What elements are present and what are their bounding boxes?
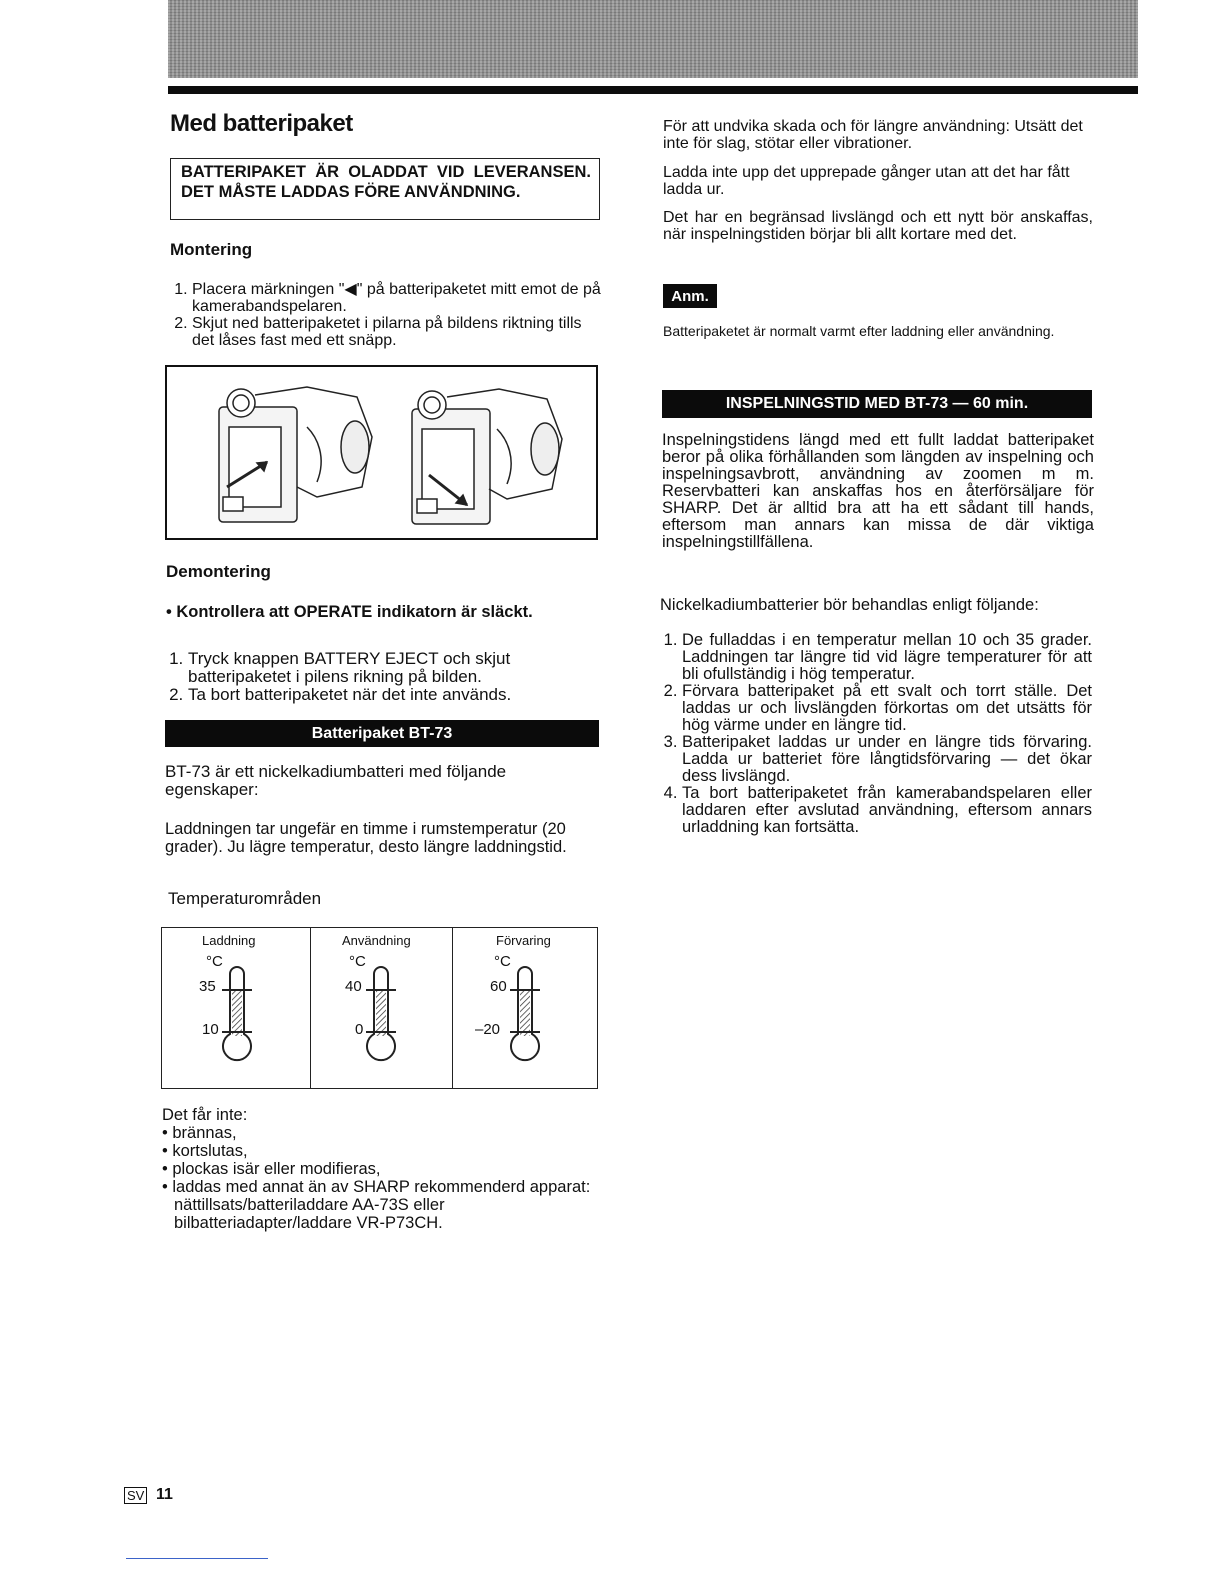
nicad-intro: Nickelkadiumbatterier bör behandlas enligt följande: [660,596,1039,614]
temperature-table [161,927,598,1089]
anm-tag: Anm. [663,284,717,308]
demontering-heading: Demontering [166,562,271,581]
temp-high: 60 [490,978,507,995]
nicad-step: 2. Förvara batteripaket på ett svalt och torrt ställe. Det laddas ur och livslängden förkortas om det utsätts för hög värme under en längre tid. [682,683,1092,734]
temp-high: 40 [345,978,362,995]
dont-item: • laddas med annat än av SHARP rekommenderd apparat: nättillsats/batteriladdare AA-73S eller bilbatteriadapter/laddare VR-P73CH. [162,1178,591,1232]
charge-text: Laddningen tar ungefär en timme i rumstemperatur (20 grader). Ju lägre temperatur, desto längre laddningstid. [165,820,567,856]
dont-item: • kortslutas, [162,1142,248,1160]
thermometer-icon [366,967,396,1060]
dont-heading: Det får inte: [162,1106,248,1124]
bt73-intro: BT-73 är ett nickelkadiumbatteri med följande egenskaper: [165,762,507,799]
rec-time-bar: INSPELNINGSTID MED BT-73 — 60 min. [662,390,1092,418]
header-rule [168,86,1138,94]
montering-step: 1. Placera märkningen "◀" på batteripaketet mitt emot de på kamerabandspelaren. [192,281,602,315]
nicad-step: 3. Batteripaket laddas ur under en längre tids förvaring. Ladda ur batteriet före långtidsförvaring — det ökar dess livslängd. [682,734,1092,785]
nicad-steps [660,632,1092,836]
temp-label-anvandning: Användning [342,933,411,948]
demontering-note: • Kontrollera att OPERATE indikatorn är släckt. [166,603,533,621]
thermometer-icon [222,967,252,1060]
section-title: Med batteripaket [170,110,353,137]
warning-text: BATTERIPAKET ÄR OLADDAT VID LEVERANSEN. DET MÅSTE LADDAS FÖRE ANVÄNDNING. [181,163,591,201]
montering-steps [170,281,602,349]
footer-link-line [126,1558,268,1559]
right-intro-1: För att undvika skada och för längre användning: Utsätt det inte för slag, stötar eller vibrationer. [663,118,1083,152]
lang-badge: SV [124,1487,147,1504]
temp-heading: Temperaturområden [168,889,322,908]
dont-item: • brännas, [162,1124,237,1142]
rec-time-text: Inspelningstidens längd med ett fullt laddat batteripaket beror på olika förhållanden som längden av inspelning och inspelningsavbrott, användning av zoomen m m. Reservbatteri kan anskaffas hos en återförsäljare för SHARP. Det är alltid bra att ha ett sådant till hands, eftersom man annars kan missa de där viktiga inspelningstillfällena. [662,431,1094,551]
demontering-step: 2. Ta bort batteripaketet när det inte används. [188,686,602,704]
thermometer-graphics [162,928,596,1087]
temp-unit: °C [206,953,223,970]
dont-item: • plockas isär eller modifieras, [162,1160,381,1178]
temp-high: 35 [199,978,216,995]
bt73-section-bar: Batteripaket BT-73 [165,720,599,747]
montering-heading: Montering [170,240,253,259]
nicad-step: 4. Ta bort batteripaketet från kamerabandspelaren eller laddaren efter avslutad användning, eftersom annars urladdning kan fortsätta. [682,785,1092,836]
demontering-steps [166,650,602,704]
anm-text: Batteripaketet är normalt varmt efter laddning eller användning. [663,323,1055,339]
temp-unit: °C [349,953,366,970]
camcorder-right [412,389,562,524]
page-number: 11 [156,1486,173,1503]
demontering-step: 1. Tryck knappen BATTERY EJECT och skjut batteripaketet i pilens rikning på bilden. [188,650,602,686]
warning-box [170,158,600,220]
temp-unit: °C [494,953,511,970]
right-intro-3: Det har en begränsad livslängd och ett nytt bör anskaffas, när inspelningstiden börjar bli allt kortare med det. [663,209,1093,243]
thermometer-icon [510,967,540,1060]
montering-step: 2. Skjut ned batteripaketet i pilarna på bildens riktning tills det låses fast med ett snäpp. [192,315,602,349]
nicad-step: 1. De fulladdas i en temperatur mellan 10 och 35 grader. Laddningen tar längre tid vid lägre temperaturer för att bli ofullständig i hög temperatur. [682,632,1092,683]
camera-illustration [165,365,598,540]
header-band [168,0,1138,78]
temp-low: 0 [355,1021,364,1038]
temp-label-laddning: Laddning [202,933,256,948]
temp-low: –20 [475,1021,501,1038]
camcorder-drawing [167,367,596,538]
right-intro-2: Ladda inte upp det upprepade gånger utan att det har fått ladda ur. [663,164,1070,198]
temp-low: 10 [202,1021,219,1038]
temp-label-forvaring: Förvaring [496,933,551,948]
camcorder-left [219,387,372,522]
dont-list [162,1106,602,1232]
